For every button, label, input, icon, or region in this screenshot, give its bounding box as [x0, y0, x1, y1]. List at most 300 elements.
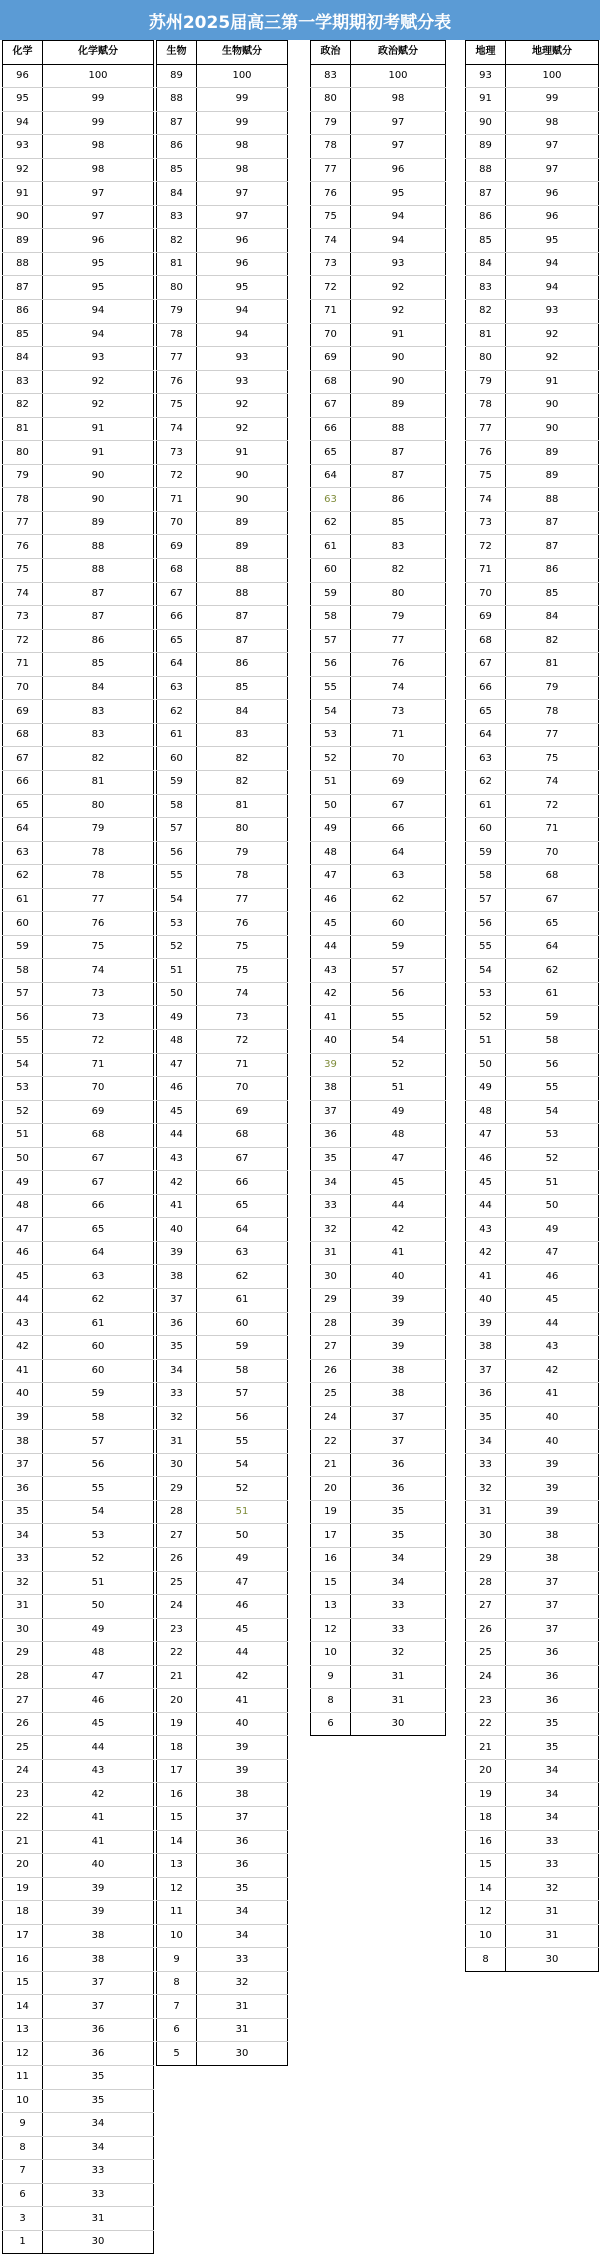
- raw-score-cell: 32: [311, 1218, 351, 1242]
- table-row: [157, 464, 288, 488]
- raw-score-cell: 44: [311, 935, 351, 959]
- table-row: [3, 1077, 154, 1101]
- raw-score-cell: 38: [157, 1265, 197, 1289]
- table-row: [3, 205, 154, 229]
- raw-score-cell: 41: [157, 1194, 197, 1218]
- table-row: [466, 1194, 599, 1218]
- raw-score-cell: 69: [466, 606, 506, 630]
- raw-score-cell: 34: [311, 1171, 351, 1195]
- table-row: [311, 205, 446, 229]
- table-row: [466, 488, 599, 512]
- scaled-score-cell: 55: [351, 1006, 446, 1030]
- scaled-score-cell: 75: [506, 747, 599, 771]
- raw-score-cell: 57: [466, 888, 506, 912]
- table-row: [311, 111, 446, 135]
- raw-score-cell: 21: [311, 1453, 351, 1477]
- table-row: [157, 723, 288, 747]
- table-row: [3, 1430, 154, 1454]
- table-row: [3, 2042, 154, 2066]
- table-row: [466, 982, 599, 1006]
- table-row: [157, 747, 288, 771]
- scaled-score-cell: 68: [43, 1124, 154, 1148]
- scaled-score-cell: 40: [506, 1406, 599, 1430]
- raw-score-cell: 11: [3, 2066, 43, 2090]
- table-row: [157, 1359, 288, 1383]
- table-row: [157, 111, 288, 135]
- raw-score-cell: 18: [157, 1736, 197, 1760]
- raw-score-cell: 89: [157, 64, 197, 88]
- scaled-score-cell: 73: [43, 982, 154, 1006]
- scaled-score-cell: 83: [197, 723, 288, 747]
- table-row: [466, 1948, 599, 1972]
- scaled-score-cell: 31: [506, 1924, 599, 1948]
- scaled-score-cell: 40: [43, 1854, 154, 1878]
- table-row: [3, 559, 154, 583]
- scaled-score-cell: 87: [351, 441, 446, 465]
- scaled-score-cell: 35: [197, 1877, 288, 1901]
- table-row: [157, 1171, 288, 1195]
- table-row: [466, 182, 599, 206]
- scaled-score-cell: 87: [43, 582, 154, 606]
- scaled-score-cell: 86: [43, 629, 154, 653]
- table-row: [311, 1006, 446, 1030]
- scaled-score-cell: 35: [506, 1712, 599, 1736]
- raw-score-cell: 9: [157, 1948, 197, 1972]
- raw-score-cell: 83: [311, 64, 351, 88]
- table-row: [311, 1430, 446, 1454]
- scaled-score-cell: 59: [43, 1383, 154, 1407]
- table-row: [466, 1006, 599, 1030]
- scaled-score-cell: 38: [506, 1524, 599, 1548]
- table-row: [3, 2066, 154, 2090]
- table-row: [157, 1218, 288, 1242]
- table-row: [466, 535, 599, 559]
- raw-score-cell: 25: [3, 1736, 43, 1760]
- table-row: [3, 1218, 154, 1242]
- raw-score-cell: 31: [3, 1595, 43, 1619]
- scaled-score-cell: 52: [197, 1477, 288, 1501]
- scaled-score-cell: 97: [351, 135, 446, 159]
- table-row: [3, 1995, 154, 2019]
- scaled-score-cell: 99: [197, 111, 288, 135]
- table-row: [157, 700, 288, 724]
- table-row: [466, 1312, 599, 1336]
- table-row: [466, 1359, 599, 1383]
- scaled-score-cell: 31: [351, 1689, 446, 1713]
- raw-score-cell: 8: [157, 1971, 197, 1995]
- table-row: [3, 1500, 154, 1524]
- raw-score-cell: 14: [3, 1995, 43, 2019]
- table-row: [3, 1689, 154, 1713]
- scaled-score-cell: 96: [351, 158, 446, 182]
- raw-score-cell: 83: [466, 276, 506, 300]
- raw-score-cell: 45: [3, 1265, 43, 1289]
- table-row: [3, 1100, 154, 1124]
- table-row: [311, 1265, 446, 1289]
- scaled-score-cell: 31: [43, 2207, 154, 2231]
- raw-score-cell: 12: [466, 1901, 506, 1925]
- scaled-score-cell: 69: [197, 1100, 288, 1124]
- scaled-score-cell: 56: [351, 982, 446, 1006]
- scaled-score-cell: 32: [506, 1877, 599, 1901]
- table-row: [3, 629, 154, 653]
- raw-score-cell: 56: [3, 1006, 43, 1030]
- table-row: [3, 818, 154, 842]
- scaled-score-cell: 35: [43, 2089, 154, 2113]
- scaled-score-cell: 95: [351, 182, 446, 206]
- table-row: [311, 1194, 446, 1218]
- table-row: [466, 394, 599, 418]
- table-row: [311, 559, 446, 583]
- scaled-score-cell: 75: [43, 935, 154, 959]
- raw-score-cell: 10: [311, 1642, 351, 1666]
- raw-score-cell: 75: [3, 559, 43, 583]
- table-row: [466, 629, 599, 653]
- column-header: 政治赋分: [351, 41, 446, 65]
- raw-score-cell: 66: [3, 770, 43, 794]
- raw-score-cell: 90: [466, 111, 506, 135]
- scaled-score-cell: 84: [197, 700, 288, 724]
- scaled-score-cell: 94: [506, 252, 599, 276]
- header-row: [157, 41, 288, 65]
- table-row: [3, 982, 154, 1006]
- table-row: [3, 1854, 154, 1878]
- raw-score-cell: 84: [466, 252, 506, 276]
- raw-score-cell: 28: [157, 1500, 197, 1524]
- raw-score-cell: 10: [466, 1924, 506, 1948]
- scaled-score-cell: 85: [506, 582, 599, 606]
- raw-score-cell: 31: [311, 1241, 351, 1265]
- raw-score-cell: 43: [466, 1218, 506, 1242]
- raw-score-cell: 74: [157, 417, 197, 441]
- table-row: [3, 2136, 154, 2160]
- raw-score-cell: 18: [466, 1807, 506, 1831]
- scaled-score-cell: 39: [506, 1453, 599, 1477]
- table-row: [466, 1854, 599, 1878]
- table-row: [466, 841, 599, 865]
- raw-score-cell: 37: [466, 1359, 506, 1383]
- table-row: [3, 229, 154, 253]
- table-row: [157, 1336, 288, 1360]
- table-row: [466, 818, 599, 842]
- scaled-score-cell: 36: [506, 1642, 599, 1666]
- table-row: [311, 1571, 446, 1595]
- table-row: [3, 912, 154, 936]
- scaled-score-cell: 36: [506, 1665, 599, 1689]
- scaled-score-cell: 37: [43, 1971, 154, 1995]
- scaled-score-cell: 63: [43, 1265, 154, 1289]
- scaled-score-cell: 95: [506, 229, 599, 253]
- raw-score-cell: 89: [3, 229, 43, 253]
- scaled-score-cell: 87: [197, 629, 288, 653]
- scaled-score-cell: 92: [197, 417, 288, 441]
- raw-score-cell: 15: [311, 1571, 351, 1595]
- scaled-score-cell: 39: [43, 1901, 154, 1925]
- table-row: [466, 1406, 599, 1430]
- raw-score-cell: 26: [3, 1712, 43, 1736]
- column-header: 化学赋分: [43, 41, 154, 65]
- scaled-score-cell: 39: [506, 1500, 599, 1524]
- table-row: [311, 1124, 446, 1148]
- raw-score-cell: 8: [466, 1948, 506, 1972]
- raw-score-cell: 51: [157, 959, 197, 983]
- scaled-score-cell: 99: [43, 111, 154, 135]
- scaled-score-cell: 52: [506, 1147, 599, 1171]
- table-row: [157, 1006, 288, 1030]
- raw-score-cell: 29: [311, 1288, 351, 1312]
- raw-score-cell: 34: [466, 1430, 506, 1454]
- raw-score-cell: 53: [157, 912, 197, 936]
- table-row: [311, 1336, 446, 1360]
- table-row: [311, 1477, 446, 1501]
- scaled-score-cell: 60: [351, 912, 446, 936]
- table-row: [157, 1124, 288, 1148]
- table-row: [157, 1288, 288, 1312]
- scaled-score-cell: 72: [43, 1029, 154, 1053]
- scaled-score-cell: 59: [197, 1336, 288, 1360]
- table-row: [3, 1029, 154, 1053]
- scaled-score-cell: 44: [43, 1736, 154, 1760]
- table-row: [311, 1618, 446, 1642]
- raw-score-cell: 25: [466, 1642, 506, 1666]
- scaled-score-cell: 54: [506, 1100, 599, 1124]
- raw-score-cell: 50: [311, 794, 351, 818]
- table-row: [157, 1854, 288, 1878]
- raw-score-cell: 67: [466, 653, 506, 677]
- raw-score-cell: 85: [157, 158, 197, 182]
- scaled-score-cell: 92: [197, 394, 288, 418]
- raw-score-cell: 88: [157, 88, 197, 112]
- raw-score-cell: 36: [311, 1124, 351, 1148]
- table-row: [311, 1312, 446, 1336]
- table-row: [466, 1665, 599, 1689]
- raw-score-cell: 17: [3, 1924, 43, 1948]
- table-row: [466, 64, 599, 88]
- table-row: [311, 747, 446, 771]
- raw-score-cell: 61: [3, 888, 43, 912]
- table-row: [157, 135, 288, 159]
- raw-score-cell: 45: [157, 1100, 197, 1124]
- table-row: [157, 1783, 288, 1807]
- scaled-score-cell: 84: [43, 676, 154, 700]
- raw-score-cell: 67: [311, 394, 351, 418]
- table-row: [466, 1759, 599, 1783]
- raw-score-cell: 58: [3, 959, 43, 983]
- raw-score-cell: 64: [3, 818, 43, 842]
- table-row: [157, 158, 288, 182]
- raw-score-cell: 53: [3, 1077, 43, 1101]
- table-row: [157, 1712, 288, 1736]
- raw-score-cell: 62: [311, 511, 351, 535]
- table-row: [3, 959, 154, 983]
- raw-score-cell: 23: [157, 1618, 197, 1642]
- raw-score-cell: 56: [157, 841, 197, 865]
- raw-score-cell: 10: [3, 2089, 43, 2113]
- table-row: [466, 1453, 599, 1477]
- raw-score-cell: 56: [311, 653, 351, 677]
- table-row: [3, 64, 154, 88]
- raw-score-cell: 42: [311, 982, 351, 1006]
- scaled-score-cell: 89: [43, 511, 154, 535]
- raw-score-cell: 46: [466, 1147, 506, 1171]
- scaled-score-cell: 90: [43, 488, 154, 512]
- raw-score-cell: 24: [157, 1595, 197, 1619]
- raw-score-cell: 40: [3, 1383, 43, 1407]
- scaled-score-cell: 38: [351, 1383, 446, 1407]
- scaled-score-cell: 79: [43, 818, 154, 842]
- table-row: [311, 441, 446, 465]
- table-row: [311, 723, 446, 747]
- politics-table: [310, 40, 446, 1736]
- table-row: [466, 88, 599, 112]
- raw-score-cell: 51: [466, 1029, 506, 1053]
- scaled-score-cell: 68: [197, 1124, 288, 1148]
- scaled-score-cell: 94: [197, 323, 288, 347]
- raw-score-cell: 10: [157, 1924, 197, 1948]
- raw-score-cell: 61: [157, 723, 197, 747]
- scaled-score-cell: 96: [197, 229, 288, 253]
- scaled-score-cell: 39: [197, 1759, 288, 1783]
- table-row: [157, 676, 288, 700]
- scaled-score-cell: 71: [351, 723, 446, 747]
- table-row: [3, 1359, 154, 1383]
- raw-score-cell: 46: [3, 1241, 43, 1265]
- raw-score-cell: 71: [3, 653, 43, 677]
- column-header: 政治: [311, 41, 351, 65]
- table-row: [3, 535, 154, 559]
- scaled-score-cell: 62: [43, 1288, 154, 1312]
- scaled-score-cell: 92: [351, 300, 446, 324]
- table-row: [311, 1359, 446, 1383]
- table-row: [466, 1901, 599, 1925]
- scaled-score-cell: 41: [351, 1241, 446, 1265]
- scaled-score-cell: 30: [91, 2236, 105, 2248]
- table-row: [466, 1571, 599, 1595]
- table-row: [3, 1194, 154, 1218]
- scaled-score-cell: 70: [506, 841, 599, 865]
- table-row: [3, 653, 154, 677]
- raw-score-cell: 80: [3, 441, 43, 465]
- raw-score-cell: 5: [157, 2042, 197, 2066]
- raw-score-cell: 81: [466, 323, 506, 347]
- scaled-score-cell: 66: [43, 1194, 154, 1218]
- table-row: [157, 582, 288, 606]
- raw-score-cell: 37: [311, 1100, 351, 1124]
- raw-score-cell: 55: [311, 676, 351, 700]
- scaled-score-cell: 75: [197, 935, 288, 959]
- raw-score-cell: 63: [3, 841, 43, 865]
- scaled-score-cell: 92: [506, 323, 599, 347]
- scaled-score-cell: 34: [506, 1783, 599, 1807]
- raw-score-cell: 83: [3, 370, 43, 394]
- raw-score-cell: 15: [157, 1807, 197, 1831]
- scaled-score-cell: 59: [351, 935, 446, 959]
- raw-score-cell: 64: [311, 464, 351, 488]
- raw-score-cell: 41: [311, 1006, 351, 1030]
- scaled-score-cell: 77: [351, 629, 446, 653]
- raw-score-cell: 69: [3, 700, 43, 724]
- table-row: [311, 1453, 446, 1477]
- scaled-score-cell: 61: [43, 1312, 154, 1336]
- scaled-score-cell: 37: [197, 1807, 288, 1831]
- raw-score-cell: 40: [466, 1288, 506, 1312]
- table-row: [311, 865, 446, 889]
- table-row: [311, 229, 446, 253]
- table-row: [466, 111, 599, 135]
- table-row: [157, 559, 288, 583]
- table-row: [466, 1783, 599, 1807]
- raw-score-cell: 39: [157, 1241, 197, 1265]
- table-row: [466, 370, 599, 394]
- scaled-score-cell: 82: [351, 559, 446, 583]
- scaled-score-cell: 88: [43, 559, 154, 583]
- table-row: [3, 1265, 154, 1289]
- table-row: [157, 982, 288, 1006]
- scaled-score-cell: 91: [506, 370, 599, 394]
- raw-score-cell: 90: [3, 205, 43, 229]
- scaled-score-cell: 48: [43, 1642, 154, 1666]
- table-row: [157, 935, 288, 959]
- raw-score-cell: 22: [3, 1807, 43, 1831]
- raw-score-cell: 74: [3, 582, 43, 606]
- table-row: [311, 1595, 446, 1619]
- scaled-score-cell: 30: [235, 2047, 249, 2059]
- scaled-score-cell: 86: [506, 559, 599, 583]
- raw-score-cell: 89: [466, 135, 506, 159]
- scaled-score-cell: 54: [351, 1029, 446, 1053]
- raw-score-cell: 13: [311, 1595, 351, 1619]
- raw-score-cell: 79: [311, 111, 351, 135]
- scaled-score-cell: 52: [351, 1053, 446, 1077]
- scaled-score-cell: 66: [351, 818, 446, 842]
- raw-score-cell: 93: [3, 135, 43, 159]
- scaled-score-cell: 77: [197, 888, 288, 912]
- scaled-score-cell: 92: [43, 370, 154, 394]
- scaled-score-cell: 50: [197, 1524, 288, 1548]
- raw-score-cell: 39: [311, 1053, 351, 1077]
- scaled-score-cell: 34: [43, 2136, 154, 2160]
- scaled-score-cell: 33: [506, 1854, 599, 1878]
- raw-score-cell: 49: [311, 818, 351, 842]
- table-row: [157, 1807, 288, 1831]
- raw-score-cell: 58: [311, 606, 351, 630]
- scaled-score-cell: 33: [351, 1618, 446, 1642]
- header-row: [311, 41, 446, 65]
- raw-score-cell: 35: [157, 1336, 197, 1360]
- table-row: [466, 770, 599, 794]
- table-row: [466, 511, 599, 535]
- scaled-score-cell: 51: [506, 1171, 599, 1195]
- raw-score-cell: 72: [157, 464, 197, 488]
- table-row: [157, 1194, 288, 1218]
- scaled-score-cell: 32: [197, 1971, 288, 1995]
- raw-score-cell: 75: [466, 464, 506, 488]
- table-row: [3, 252, 154, 276]
- scaled-score-cell: 64: [351, 841, 446, 865]
- scaled-score-cell: 90: [197, 464, 288, 488]
- scaled-score-cell: 33: [506, 1830, 599, 1854]
- scaled-score-cell: 64: [506, 935, 599, 959]
- table-row: [157, 1477, 288, 1501]
- scaled-score-cell: 58: [197, 1359, 288, 1383]
- raw-score-cell: 17: [311, 1524, 351, 1548]
- raw-score-cell: 21: [466, 1736, 506, 1760]
- raw-score-cell: 17: [157, 1759, 197, 1783]
- scaled-score-cell: 36: [351, 1477, 446, 1501]
- table-row: [157, 1901, 288, 1925]
- table-row: [311, 959, 446, 983]
- table-row: [311, 1524, 446, 1548]
